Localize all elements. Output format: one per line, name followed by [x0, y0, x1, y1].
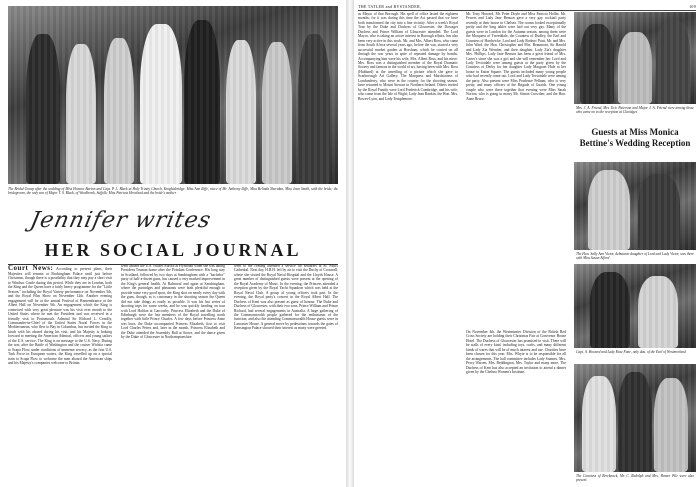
- reception-photo-3: [574, 264, 696, 348]
- wedding-group-photo: [8, 6, 338, 184]
- right-column-2: Mr. Tony Howard, Mr. Peter Doyle and Miss Patricia Hollin. Mr. Ferrers and Lady Jane Benson gave a very gay cocktail party recently at their house in Chelsea. The rooms looked exceptionally pretty and the long tables were laid out very gay. Many of the guests were in London for the Autumn season, among them were the Marquess of Tweeddale, the Countess of Dudley, the Earl and Countess of Hardwicke, Lord and Lady Roderic Pratt, Mr. and Mrs. John Ward, the Hon. Christopher and Mrs. Beaumont, Sir Harold and Lady Zia Wernher, and their daughter, Lady Zia's daughter Mrs. Phillips. Lady Jane Benson has been a great friend of Mrs. Carter's since she was a girl and she will remember her. Lord and Lady Teviotdale were among guests at the party given by the Countess of Derby for her daughter Lady Margaret Hale at her house in Eaton Square. The guests included many young people who had recently come out. Lord and Lady Teviotdale were among the party. Also present were Miss Prudence Pelham, who is very pretty, and many officers of the Brigade of Guards. One young couple who were there together that evening were Miss Sarah Norton, who is going to marry Mr. Simon Crowther, and the Hon. Anne Bruce.: [466, 12, 566, 101]
- left-page: [0, 0, 346, 487]
- article-column-1: [8, 264, 112, 366]
- jennifer-writes-signature: Jennifer writes: [27, 208, 214, 233]
- wedding-photo-caption: The Bridal Group after the wedding of Miss Honora Barton and Capt. P. L. Black at Holy Trinity Church, Knightsbridge: Miss Ann Iliffe, niece of Mr. Anthony Iliffe, Miss Belinda Sheridan, Miss Joan Smith, with the bride; the bridegroom, the only son of Major T. S. Black, of Woolbrook, Suffolk; Miss Patricia Heveland and the bride's mother: [8, 187, 338, 196]
- reception-photo-1: [574, 12, 696, 104]
- article-column-2: [121, 264, 225, 340]
- reception-photo-2-caption: The Hon. Sally Ann Victor, debutante daughter of Lord and Lady Victor, was there with Miss Susan Alford: [576, 252, 694, 261]
- page-headline: HER SOCIAL JOURNAL: [8, 240, 338, 265]
- reception-photo-3-caption: Capt. A. Howard and Lady Rose Fane, only dau. of the Earl of Westmorland: [576, 350, 686, 354]
- page-number: 109: [689, 4, 696, 9]
- sidebar-title: Guests at Miss Monica Bettine's Wedding Reception: [579, 127, 691, 148]
- reception-photo-4-caption: The Countess of Brecknock, Mr. C. Rudolph and Mrs. Hamer Pile were also present: [576, 474, 694, 483]
- column-1-text: According to present plans, their Majesties will remain at Buckingham Palace until just before Christmas, though there is a possibility that they may pay a short visit to Windsor Castle during this period. While they are in London, both the King and the Queen have a fairly heavy programme for the "Little Season," including the Royal Variety performance on November 5th, and the Royal Film Show on November 12th. Another evening engagement will be at the annual Festival of Remembrance at the Albert Hall on November 9th. An engagement which the King is connected with very great pleasure was his visit over month to the United States where he met the President and was received in a friendly visit to Portsmouth. Admiral Sir Richard L. Conolly, Commander-in-Chief of the United States Naval Forces in the Mediterranean, who flew to Bay in Columbus, has invited the King to lunch with his aboard during his visit, and his Majesty is looking forward to meeting the American Admiral, officers and young sailors of the U.S. service. The King is on message to the U.S. Navy. During the war, after the Battle of Washington and the cruiser Wichita came to Scapa Flow, under conditions of immense secrecy, as the first U.S. Task Force in European waters, the King travelled up on a special train to Scapa Flow to welcome the men aboard the American ships and his Majesty's companies welcome to Britain.: [8, 267, 112, 366]
- reception-photo-2: [574, 162, 696, 250]
- red-cross-fair-text: On November 4th, the Westminster Division of the British Red Cross Society are holding their Christmas Fair at Grosvenor House Hotel. The Duchess of Gloucester has promised to visit. There will be stalls of every kind, including toys, crafts, and many different kinds of wares that will be of much interest and use. Charities have been chosen for this year. Mrs. Whyte is to be responsible for all the arrangements. The ball committee includes Lady Soames, Mrs. Percy Warren, Mrs. Beddington, Mrs. Taylor and many more. The Duchess of Kent has also accepted an invitation to attend a dinner given by the Chelsea Women's Institute.: [466, 330, 566, 375]
- running-head: [358, 4, 696, 11]
- section-heading-court-news: Court News:: [8, 264, 54, 272]
- reception-photo-1-caption: Mrs. J. A. Friend, Mrs. Eric Paterson and Major J. A. Friend were among those who came on to the reception at Claridges: [576, 106, 694, 115]
- column-2-text: went aboard the U.S. cruiser Aurora at Plymouth when she was taking President Truman home after the Potsdam Conference. His long stay in Scotland, followed by two days at Sandringham with a "bachelor" party of half-a-dozen guns, has caused a very marked improvement in the King's general health. At Balmoral and again at Sandringham, where the partridges and pheasants were both plentiful enough to provide some very good sport, the King shot on nearly every day with the guns, though, as is customary in the shooting season the Queen did not take things as easily as possible. It was his last series of shooting trips for some weeks, and he was quickly heading on tour with Lord Halifax at Garrowby. Princess Elizabeth and the Duke of Edinburgh were the last members of the Royal travelling north together with little Prince Charles. A few days before Princess Anne was born, the Duke accompanied Princess Elizabeth, first to visit Lord Charles Peters and, later in the month, Princess Elizabeth and the Duke attended the Assembly Ball at Stowe, and the dance given by the Duke of Gloucester in Northamptonshire.: [121, 264, 225, 340]
- right-column-1: as Mayor of that Borough. His spell of office lasted the eighteen months; for it was during this time the Act passed that we have both transformed the city into a fine vicinity. After a week's Royal Tour by the Duke and Duchess of Gloucester, the Dowager Duchess and Prince William of Gloucester attended. The Lord Mayor, who is taking an active interest in Borough affairs, has also been very active in this work. Mr. and Mrs. Albert Ross, who came from South Africa several years ago, before the war, started a very successful market garden at Horsham, which he carried on all through the war years in spite of repeated damage by bombs. Accompanying him were his wife, Mrs. Albert Ross, and his niece. Mrs. Ross was a distinguished member of the Royal Dramatic Society and famous in the world of art, having been with Mrs. Ross (Hubbard) at the unveiling of a picture which she gave to Scarborough Art Gallery. The Marquess and Marchioness of Londonderry, who were in the country for the shooting season, have returned to Mount Stewart in Northern Ireland. Others invited by the Royal Family were Lord Frederick Cambridge, and his wife, who came from the Isle of Wight; Lady Jean Rankin, the Hon. Mrs. Bowes-Lyon, and Lady Templemore.: [358, 12, 458, 101]
- spread-gutter: [346, 0, 354, 487]
- running-head-title: THE TATLER and BYSTANDER,: [358, 4, 422, 9]
- right-page: [354, 0, 700, 487]
- column-3-text: went to the coming attended a service for seafarers at St. Paul's Cathedral. Next day, H.R.H. left by air to visit the Duchy of Cornwall, where she visited the Royal Naval Hospital and the Lloyds House. A great number of distinguished guests were present at the opening of the Royal Academy of Music. In the evening, the Princess attended a reception given by the Royal Yacht Squadron which was held at the Royal Naval Club. A group of young officers took part. In the evening, the Royal party's concert in the Royal Albert Hall. The Duchess of Kent was also present as guest of honour. The Duke and Duchess of Gloucester, with their two sons, Prince William and Prince Richard, had several engagements in Australia. A large gathering of the Commonwealth people gathered for the enthusiasm of the function, and also the attending Commonwealth House guests were in Lancaster House. A general move by pedestrians towards the gates of Kensington Palace showed their interest as many were greeted.: [234, 264, 338, 331]
- reception-photo-4: [574, 364, 696, 472]
- article-column-3: [234, 264, 338, 331]
